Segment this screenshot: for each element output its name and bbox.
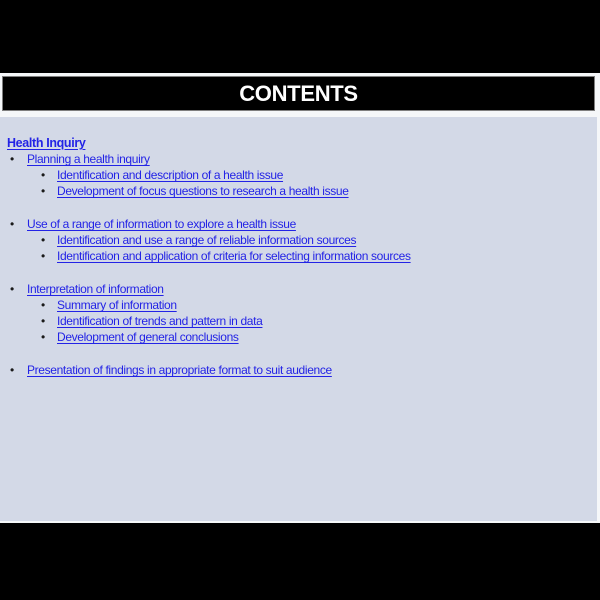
toc-link-development-focus-questions[interactable]: Development of focus questions to research a health issue	[57, 184, 349, 198]
toc-row	[0, 362, 597, 378]
toc-link-health-inquiry[interactable]: Health Inquiry	[7, 136, 86, 150]
toc-link-identification-trends-pattern[interactable]: Identification of trends and pattern in data	[57, 314, 263, 328]
page-title: CONTENTS	[239, 80, 358, 106]
toc-row	[0, 297, 597, 313]
bullet-icon: •	[41, 314, 45, 328]
toc-row	[0, 216, 597, 232]
toc-row	[0, 329, 597, 345]
bullet-icon: •	[41, 249, 45, 263]
contents-header-bar	[2, 76, 595, 111]
slide-page	[0, 73, 600, 523]
toc-row	[0, 167, 597, 183]
toc-row	[0, 232, 597, 248]
toc-row	[0, 248, 597, 264]
section-spacer	[0, 264, 597, 281]
bullet-icon: •	[10, 152, 14, 166]
toc-link-presentation-of-findings[interactable]: Presentation of findings in appropriate format to suit audience	[27, 363, 332, 377]
toc-link-identification-use-reliable-sources[interactable]: Identification and use a range of reliable information sources	[57, 233, 357, 247]
toc-link-use-range-information[interactable]: Use of a range of information to explore a health issue	[27, 217, 296, 231]
bullet-icon: •	[41, 298, 45, 312]
toc-link-identification-application-criteria[interactable]: Identification and application of criteria for selecting information sources	[57, 249, 411, 263]
toc-row	[0, 135, 597, 151]
toc-link-development-general-conclusions[interactable]: Development of general conclusions	[57, 330, 239, 344]
toc-link-planning-a-health-inquiry[interactable]: Planning a health inquiry	[27, 152, 150, 166]
bullet-icon: •	[41, 184, 45, 198]
bullet-icon: •	[41, 168, 45, 182]
toc-link-interpretation-of-information[interactable]: Interpretation of information	[27, 282, 164, 296]
toc-row	[0, 313, 597, 329]
toc-row	[0, 281, 597, 297]
bullet-icon: •	[41, 233, 45, 247]
bullet-icon: •	[10, 363, 14, 377]
bullet-icon: •	[10, 282, 14, 296]
toc-panel	[0, 117, 597, 521]
section-spacer	[0, 199, 597, 216]
bullet-icon: •	[41, 330, 45, 344]
toc-row	[0, 183, 597, 199]
toc-row	[0, 151, 597, 167]
section-spacer	[0, 345, 597, 362]
toc-link-identification-description-health-issue[interactable]: Identification and description of a health issue	[57, 168, 284, 182]
bullet-icon: •	[10, 217, 14, 231]
toc-link-summary-of-information[interactable]: Summary of information	[57, 298, 177, 312]
